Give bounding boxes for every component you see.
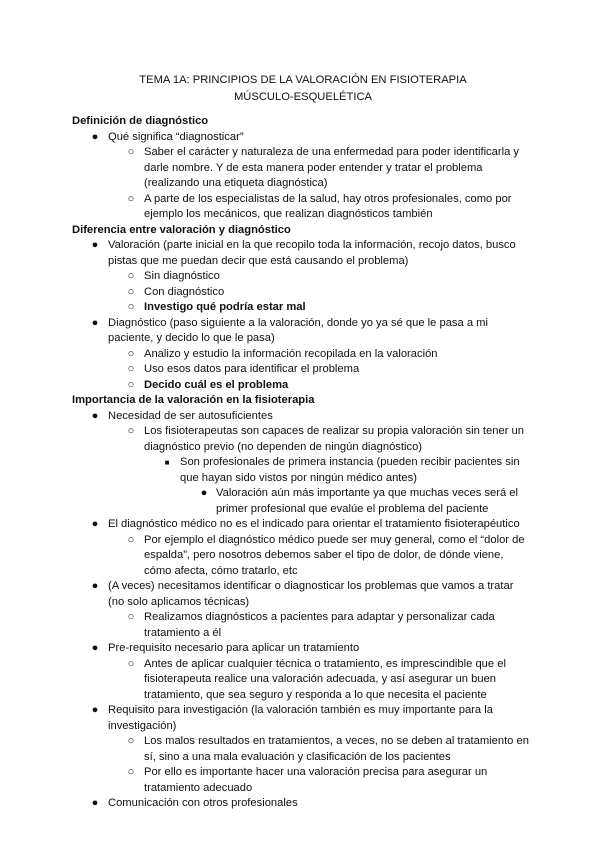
section-heading: Importancia de la valoración en la fisioterapia: [72, 394, 315, 406]
list-item: ● Requisito para investigación (la valoración también es muy importante para la investigación): [91, 704, 493, 732]
section-heading: Definición de diagnóstico: [72, 115, 209, 127]
bullet-disc-icon: ●: [91, 642, 99, 654]
bullet-circle-icon: ○: [127, 611, 135, 623]
list-item: ○ Por ejemplo el diagnóstico médico puede ser muy general, como el “dolor de espalda”, pero nosotros debemos saber el tipo de dolor, de dónde viene, cómo afecta, cómo tratarlo, etc: [127, 533, 525, 577]
list-item: ● Valoración (parte inicial en la que recopilo toda la información, recojo datos, busco pistas que me puedan decir que está causando el problema): [91, 239, 516, 267]
list-item: ○ Los fisioterapeutas son capaces de realizar su propia valoración sin tener un diagnóstico previo (no dependen de ningún diagnóstico): [127, 425, 524, 453]
section-heading: Diferencia entre valoración y diagnóstico: [72, 223, 291, 236]
list-item: ● (A veces) necesitamos identificar o diagnosticar los problemas que vamos a tratar (no solo aplicamos técnicas): [91, 580, 514, 608]
bullet-disc-icon: ●: [91, 580, 99, 592]
bullet-disc-icon: ●: [91, 239, 99, 251]
bullet-circle-icon: ○: [127, 533, 135, 546]
list-item: ■ Son profesionales de primera instancia (pueden recibir pacientes sin que hayan sido vistos por ningún médico antes): [72, 455, 532, 486]
bullet-circle-icon: ○: [127, 285, 135, 298]
list-item: ● Valoración aún más importante ya que muchas veces será el primer profesional que evalúe el problema del paciente: [200, 487, 519, 515]
bullet-disc-icon: ●: [91, 316, 99, 329]
bullet-circle-icon: ○: [127, 766, 135, 778]
list-item: ○ Saber el carácter y naturaleza de una enfermedad para poder identificarla y darle nombre. Y de esta manera poder entender y tratar el problema (realizando una etiqueta diagnóstica): [127, 146, 520, 189]
bullet-circle-icon: ○: [127, 657, 135, 670]
title-line-1: TEMA 1A: PRINCIPIOS DE LA VALORACIÓN EN FISIOTERAPIA: [139, 74, 467, 86]
list-item: ○ Sin diagnóstico: [72, 269, 532, 285]
bullet-disc-icon: ●: [91, 797, 99, 809]
list-item: ○ Realizamos diagnósticos a pacientes para adaptar y personalizar cada tratamiento a él: [127, 611, 495, 639]
bullet-circle-icon: ○: [127, 192, 135, 205]
list-item: ○ Analizo y estudio la información recopilada en la valoración: [72, 347, 532, 363]
list-item: ○ Uso esos datos para identificar el problema: [72, 362, 532, 378]
bullet-disc-icon: ●: [91, 409, 99, 422]
list-item: ○ Por ello es importante hacer una valoración precisa para asegurar un tratamiento adecuado: [127, 766, 488, 794]
list-item: ○ Los malos resultados en tratamientos, a veces, no se deben al tratamiento en sí, sino a una mala evaluación y clasificación de los pacientes: [127, 735, 529, 763]
document-body: [72, 114, 532, 812]
list-item: ● Necesidad de ser autosuficientes: [72, 409, 532, 425]
bullet-disc-icon: ●: [200, 487, 208, 499]
bullet-circle-icon: ○: [127, 146, 135, 158]
bullet-square-icon: ■: [164, 458, 170, 467]
list-item: ● Qué significa “diagnosticar”: [72, 130, 532, 146]
title-line-2: MÚSCULO-ESQUELÉTICA: [233, 91, 372, 103]
list-item: ● Diagnóstico (paso siguiente a la valoración, donde yo ya sé que le pasa a mi paciente, y decido lo que le pasa): [91, 316, 488, 344]
bullet-circle-icon: ○: [127, 735, 135, 747]
list-item: ○ A parte de los especialistas de la salud, hay otros profesionales, como por ejemplo los mecánicos, que realizan diagnósticos también: [127, 192, 512, 220]
bullet-circle-icon: ○: [127, 270, 135, 282]
list-item: ● El diagnóstico médico no es el indicado para orientar el tratamiento fisioterapéutico: [72, 517, 532, 533]
list-item: ○ Con diagnóstico: [72, 285, 532, 301]
list-item: ● Pre-requisito necesario para aplicar un tratamiento: [72, 641, 532, 657]
bullet-circle-icon: ○: [127, 347, 135, 360]
bullet-disc-icon: ●: [91, 518, 99, 530]
list-item: ○ Investigo qué podría estar mal: [72, 300, 532, 316]
bullet-disc-icon: ●: [91, 704, 99, 716]
bullet-disc-icon: ●: [91, 130, 99, 143]
bullet-circle-icon: ○: [127, 425, 135, 437]
list-item: ● Comunicación con otros profesionales: [72, 796, 532, 812]
bullet-circle-icon: ○: [127, 378, 135, 391]
list-item: ○ Decido cuál es el problema: [72, 378, 532, 394]
bullet-circle-icon: ○: [127, 301, 135, 313]
bullet-circle-icon: ○: [127, 363, 135, 375]
document-title: [70, 72, 536, 106]
list-item: ○ Antes de aplicar cualquier técnica o tratamiento, es imprescindible que el fisioterapeuta realice una valoración adecuada, y así asegurar un buen tratamiento, que sea seguro y responda a lo que necesita el paciente: [127, 657, 506, 701]
